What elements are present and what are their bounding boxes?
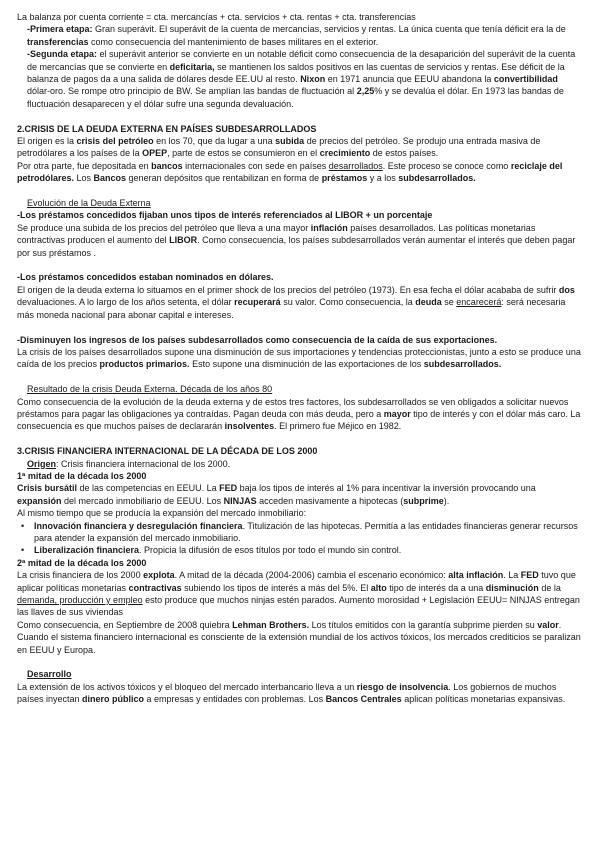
- exportaciones-paragraph: La crisis de los países desarrollados supone una disminución de sus importaciones y tendencias proteccionistas, junto a esto se produce una caída de los precios productos primarios. Esto supone una disminución de las exportaciones de los subdesarrollados.: [17, 346, 581, 370]
- primera-mitad-heading: 1ª mitad de la década los 2000: [17, 470, 147, 481]
- resultado-subheading: Resultado de la crisis Deuda Externa. Década de los años 80: [27, 384, 273, 395]
- list-item: • Innovación financiera y desregulación financiera. Titulización de las hipotecas. Permitía a las entidades financieras generar recursos para atender la expansión del mercado inmobiliario.: [21, 520, 578, 543]
- balance-formula: La balanza por cuenta corriente = cta. mercancías + cta. servicios + cta. rentas + cta. transferencias: [17, 12, 416, 22]
- reciclaje-paragraph: Por otra parte, fue depositada en bancos internacionales con sede en países desarrollados. Este proceso se conoce como reciclaje del petrodólares. Los Bancos generan depósitos que rentabilizan en forma de préstamos y a los subdesarrollados.: [17, 160, 563, 184]
- bullet-icon: •: [21, 545, 25, 556]
- primera-mitad-paragraph: Crisis bursátil de las competencias en EEUU. La FED baja los tipos de interés al 1% para incentivar la inversión provocando una expansión del mercado inmobiliario de EEUU. Los NINJAS acceden masivamente a hipotecas (subprime).: [17, 483, 536, 506]
- origen-line: Origen: Crisis financiera internacional de los 2000.: [27, 458, 231, 469]
- libor-paragraph: Se produce una subida de los precios del petróleo que lleva a una mayor inflación países desarrollados. Las políticas monetarias contractivas producen el aumento del LIBOR. Como consecuencia, los países subdesarrollados verán aumentar el interés que deben pagar por sus préstamos .: [17, 222, 576, 258]
- primera-etapa-paragraph: -Primera etapa: Gran superávit. El superávit de la cuenta de mercancías, servicios y rentas. La única cuenta que tenía déficit era la de transferencias como consecuencia del mantenimiento de bases militares en el exterior.: [27, 24, 566, 47]
- expansion-bullet-list: [17, 520, 582, 557]
- section-3-heading: 3.CRISIS FINANCIERA INTERNACIONAL DE LA DÉCADA DE LOS 2000: [17, 446, 318, 457]
- dolares-paragraph: El origen de la deuda externa lo situamos en el primer shock de los precios del petróleo (1973). En esa fecha el dólar acababa de sufrir dos devaluaciones. A lo largo de los años setenta, el dólar recuperará su valor. Como consecuencia, la deuda se encarecerá: será necesaria más moneda nacional para abonar capital e intereses.: [17, 284, 575, 320]
- deuda-origen-paragraph: El origen es la crisis del petróleo en los 70, que da lugar a una subida de precios del petróleo. Se produjo una entrada masiva de petrodólares a los países de la OPEP, parte de estos se consumieron en el crecimiento de estos países.: [17, 136, 541, 159]
- list-item: • Liberalización financiera. Propicia la difusión de esos títulos por todo el mundo sin control.: [21, 545, 402, 556]
- expansion-intro: Al mismo tiempo que se producía la expansión del mercado inmobiliario:: [17, 508, 307, 519]
- desarrollo-paragraph: La extensión de los activos tóxicos y el bloqueo del mercado interbancario lleva a un riesgo de insolvencia. Los gobiernos de muchos países inyectan dinero público a empresas y entidades con problemas. Los Bancos Centrales aplican políticas monetarias expansivas.: [17, 681, 566, 705]
- section-2-heading: 2.CRISIS DE LA DEUDA EXTERNA EN PAÍSES SUBDESARROLLADOS: [17, 123, 317, 134]
- bullet-icon: •: [21, 520, 25, 531]
- segunda-mitad-heading: 2ª mitad de la década los 2000: [17, 557, 147, 568]
- desarrollo-subheading: Desarrollo: [27, 669, 72, 680]
- segunda-mitad-paragraph: La crisis financiera de los 2000 explota. A mitad de la década (2004-2006) cambia el escenario económico: alta inflación. La FED tuvo que aplicar políticas monetarias contractivas subiendo los tipos de interés a más del 5%. El alto tipo de interés da a una disminución de la demanda, producción y empleo esto produce que muchos ninjas estén parados. Aumento morosidad + Legislación EEUU= NINJAS entregan las llaves de sus viviendas: [17, 570, 580, 618]
- resultado-paragraph: Como consecuencia de la evolución de la deuda externa y de estos tres factores, los subdesarrollados se ven obligados a solicitar nuevos préstamos para pagar las obligaciones ya contraídas. Pagan deuda con más deuda, pero a mayor tipo de interés y con el dólar más caro. La consecuencia es que muchos países de declararán insolventes. El primero fue Méjico en 1982.: [17, 396, 581, 432]
- libor-heading: -Los préstamos concedidos fijaban unos tipos de interés referenciados al LIBOR + un porcentaje: [17, 210, 433, 221]
- segunda-etapa-paragraph: -Segunda etapa: el superávit anterior se convierte en un notable déficit como consecuencia de la desaparición del superávit de la cuenta de mercancías que se convierte en deficitaria, se mantienen los saldos positivos en las cuentas de servicios y rentas. Ese déficit de la balanza de pagos da a una salida de dólares desde EE.UU al resto. Nixon en 1971 anuncia que EEUU abandona la convertibilidad dólar-oro. Se rompe otro principio de BW. Se amplían las bandas de fluctuación al 2,25% y se devalúa el dólar. En 1973 las bandas de fluctuación desaparecen y el dólar sufre una segunda devaluación.: [27, 49, 576, 109]
- evolucion-subheading: Evolución de la Deuda Externa: [27, 198, 151, 209]
- exportaciones-heading: -Disminuyen los ingresos de los países subdesarrollados como consecuencia de la caída de sus exportaciones.: [17, 334, 498, 345]
- lehman-paragraph: Como consecuencia, en Septiembre de 2008 quiebra Lehman Brothers. Los títulos emitidos con la garantía subprime pierden su valor. Cuando el sistema financiero internacional es consciente de la extensión mundial de los activos tóxicos, los mercados crediticios se paralizan en EEUU y Europa.: [17, 619, 581, 655]
- dolares-heading: -Los préstamos concedidos estaban nominados en dólares.: [17, 272, 274, 283]
